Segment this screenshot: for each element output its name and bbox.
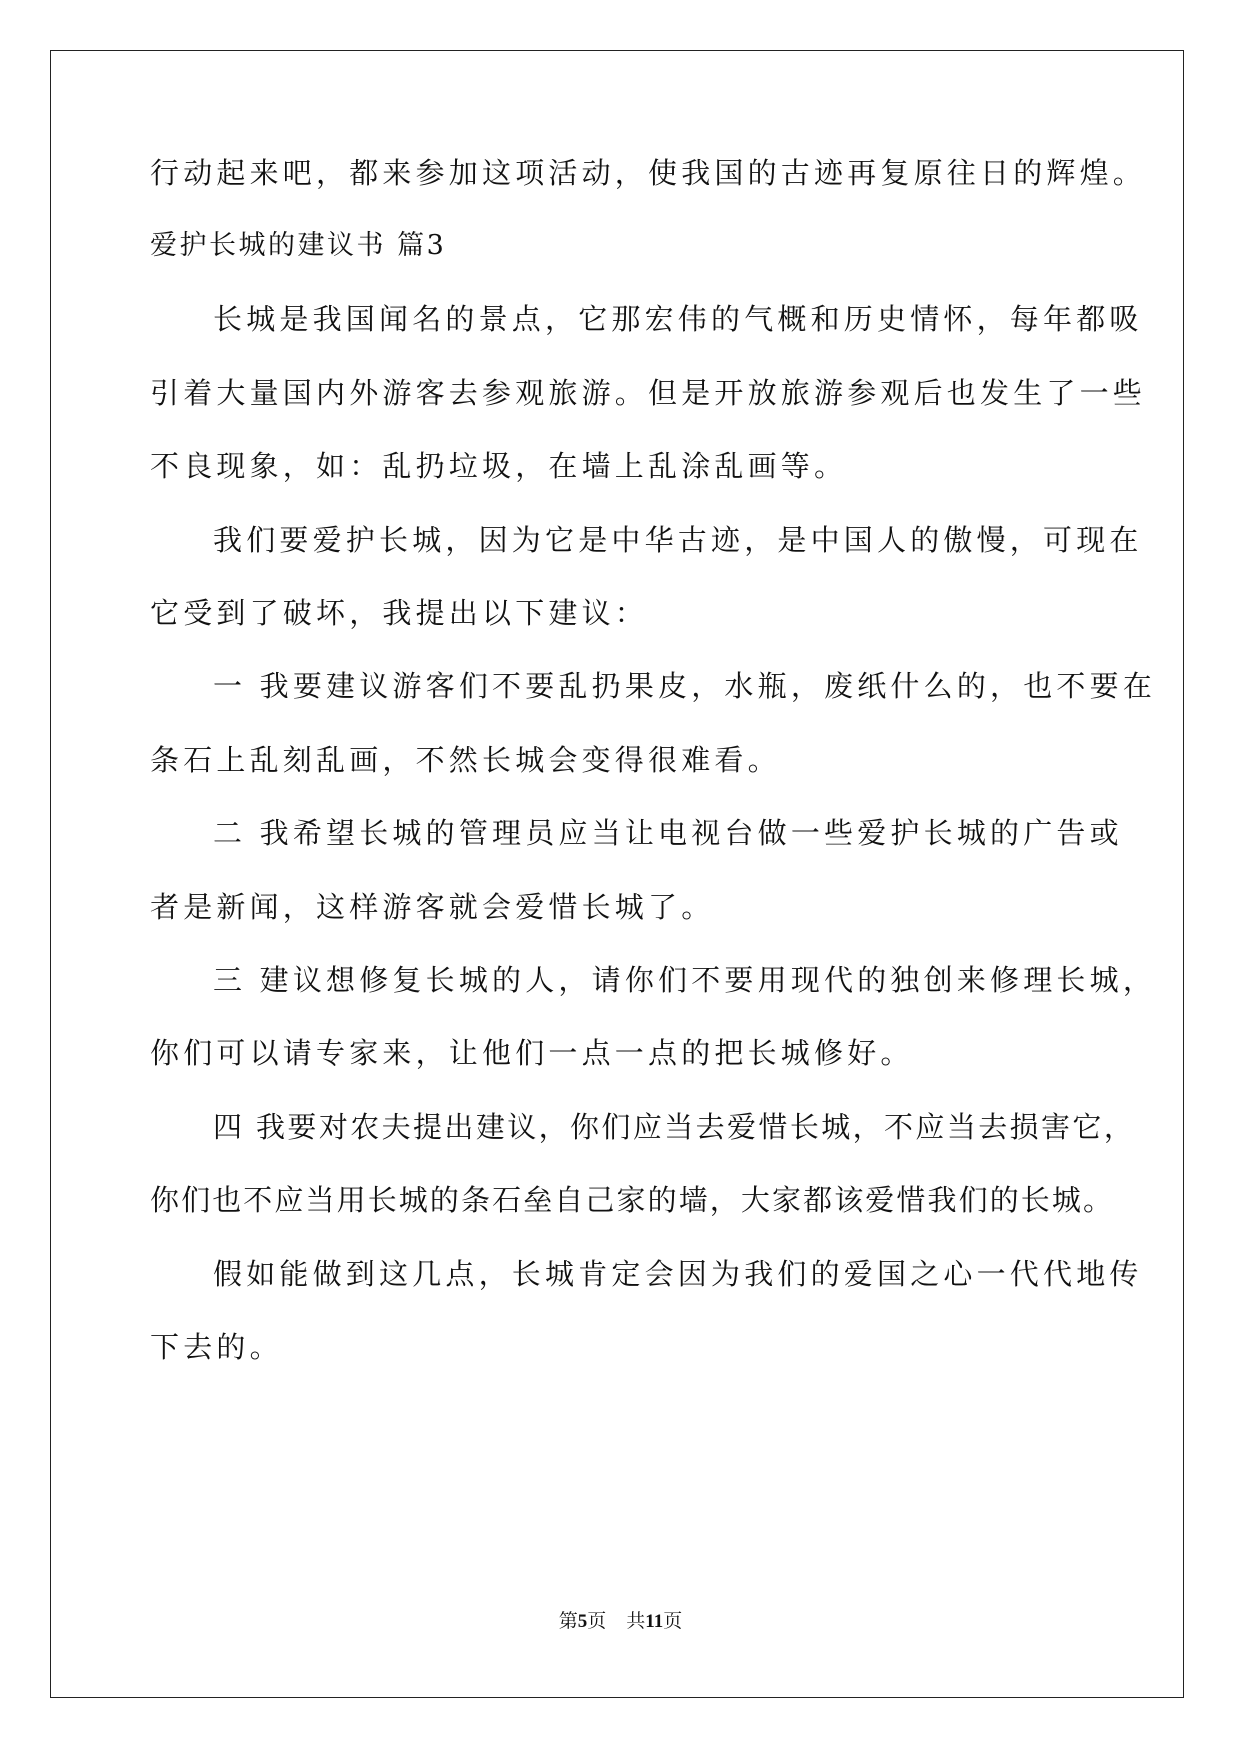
paragraph-line: 它受到了破坏，我提出以下建议： xyxy=(150,596,649,630)
paragraph-line: 一 我要建议游客们不要乱扔果皮，水瓶，废纸什么的，也不要在 xyxy=(213,669,1157,703)
paragraph-line: 者是新闻，这样游客就会爱惜长城了。 xyxy=(150,890,715,924)
page-number: 5 xyxy=(577,1611,588,1632)
section-heading: 爱护长城的建议书 篇3 xyxy=(150,230,447,261)
page-suffix: 页 xyxy=(587,1611,607,1632)
paragraph-line: 你们也不应当用长城的条石垒自己家的墙，大家都该爱惜我们的长城。 xyxy=(150,1183,1115,1217)
paragraph-line: 假如能做到这几点，长城肯定会因为我们的爱国之心一代代地传 xyxy=(213,1257,1143,1291)
paragraph-line: 引着大量国内外游客去参观旅游。但是开放旅游参观后也发生了一些 xyxy=(150,376,1147,410)
page-border xyxy=(50,50,1184,1698)
page-footer xyxy=(0,1610,1241,1634)
paragraph-line: 长城是我国闻名的景点，它那宏伟的气概和历史情怀，每年都吸 xyxy=(213,302,1143,336)
page-prefix: 第 xyxy=(558,1611,578,1632)
paragraph-line: 我们要爱护长城，因为它是中华古迹，是中国人的傲慢，可现在 xyxy=(213,523,1143,557)
paragraph-line: 行动起来吧，都来参加这项活动，使我国的古迹再复原往日的辉煌。 xyxy=(150,156,1147,190)
paragraph-line: 你们可以请专家来，让他们一点一点的把长城修好。 xyxy=(150,1036,914,1070)
total-pages: 11 xyxy=(645,1611,664,1632)
paragraph-line: 三 建议想修复长城的人，请你们不要用现代的独创来修理长城， xyxy=(213,963,1157,997)
paragraph-line: 条石上乱刻乱画，不然长城会变得很难看。 xyxy=(150,743,781,777)
paragraph-line: 不良现象，如：乱扔垃圾，在墙上乱涂乱画等。 xyxy=(150,449,848,483)
total-prefix: 共 xyxy=(626,1611,646,1632)
paragraph-line: 二 我希望长城的管理员应当让电视台做一些爱护长城的广告或 xyxy=(213,816,1123,850)
total-suffix: 页 xyxy=(663,1611,683,1632)
paragraph-line: 四 我要对农夫提出建议，你们应当去爱惜长城，不应当去损害它， xyxy=(213,1110,1136,1144)
paragraph-line: 下去的。 xyxy=(150,1330,283,1364)
